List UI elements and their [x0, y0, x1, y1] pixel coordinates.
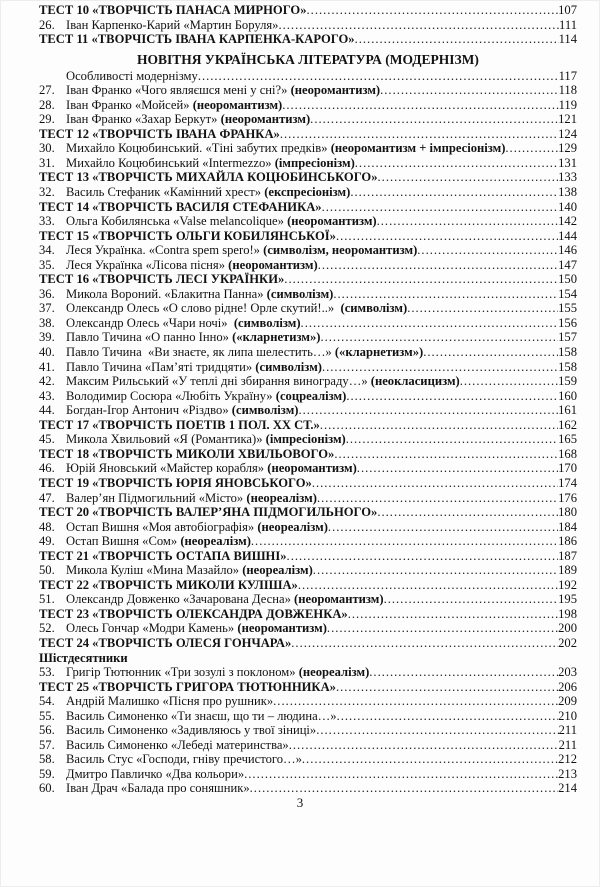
entry-page: 213 [558, 766, 577, 781]
entry-number: 49. [39, 534, 55, 549]
toc-entry [39, 461, 577, 476]
toc-entry [39, 723, 577, 738]
toc-entry [39, 374, 577, 389]
entry-text: Іван Карпенко-Карий «Мартин Боруля» [66, 17, 279, 32]
dot-leader [320, 418, 558, 433]
entry-page: 186 [558, 534, 577, 549]
toc-test-entry [39, 3, 577, 18]
entry-text: Павло Тичина «Ви знаєте, як липа шелестить…» [66, 345, 335, 360]
toc-entry [39, 592, 577, 607]
entry-text: ТЕСТ 17 «ТВОРЧІСТЬ ПОЕТІВ 1 ПОЛ. ХХ СТ.» [39, 417, 320, 432]
dot-leader [378, 170, 559, 185]
entry-page: 203 [558, 665, 577, 680]
entry-text: ТЕСТ 13 «ТВОРЧІСТЬ МИХАЙЛА КОЦЮБИНСЬКОГО» [39, 170, 378, 185]
toc-entry [39, 345, 577, 360]
entry-page: 165 [558, 432, 577, 447]
entry-style-label: (неореалізм) [180, 534, 251, 549]
dot-leader [334, 447, 558, 462]
toc-test-entry [39, 505, 577, 520]
toc-entry [39, 141, 577, 156]
entry-style-label: (неореалізм) [242, 563, 313, 578]
dot-leader [333, 287, 558, 302]
entry-page: 111 [559, 17, 577, 32]
entry-number: 27. [39, 83, 55, 98]
entry-text: Микола Хвильовий «Я (Романтика)» [66, 432, 266, 447]
entry-page: 124 [558, 126, 577, 141]
entry-number: 36. [39, 286, 55, 301]
entry-style-label: (імпресіонізм) [265, 432, 346, 447]
entry-page: 118 [558, 83, 577, 98]
toc-entry [39, 665, 577, 680]
dot-leader [417, 243, 558, 258]
entry-page: 146 [558, 243, 577, 258]
toc-test-entry [39, 170, 577, 185]
entry-text: Особливості модернізму [66, 68, 198, 83]
entry-page: 211 [558, 737, 577, 752]
entry-number: 53. [39, 665, 55, 680]
entry-page: 117 [558, 68, 577, 83]
entry-page: 198 [558, 606, 577, 621]
dot-leader [380, 83, 558, 98]
entry-page: 162 [558, 417, 577, 432]
entry-text: Іван Драч «Балада про соняшник» [66, 781, 250, 796]
toc-test-entry [39, 607, 577, 622]
entry-text: Григір Тютюнник «Три зозулі з поклоном» [66, 665, 299, 680]
entry-text: Володимир Сосюра «Любіть Україну» [66, 388, 276, 403]
entry-number: 56. [39, 723, 55, 738]
entry-text: Іван Франко «Чого являєшся мені у сні?» [66, 83, 291, 98]
entry-number: 29. [39, 112, 55, 127]
entry-style-label: (неоромантизм + імпресіонізм) [330, 141, 506, 156]
entry-number: 38. [39, 315, 55, 330]
dot-leader [505, 141, 558, 156]
toc-entry [39, 534, 577, 549]
toc-entry [39, 709, 577, 724]
dot-leader [336, 680, 558, 695]
entry-style-label: (неоромантизм) [294, 592, 384, 607]
entry-text: ТЕСТ 21 «ТВОРЧІСТЬ ОСТАПА ВИШНІ» [39, 548, 287, 563]
entry-text: Микола Куліш «Мина Мазайло» [66, 563, 243, 578]
dot-leader [322, 360, 558, 375]
toc-test-entry [39, 127, 577, 142]
entry-text: ТЕСТ 18 «ТВОРЧІСТЬ МИКОЛИ ХВИЛЬОВОГО» [39, 446, 335, 461]
entry-number: 60. [39, 781, 55, 796]
entry-page: 174 [558, 475, 577, 490]
entry-page: 209 [558, 694, 577, 709]
dot-leader [357, 461, 558, 476]
entry-page: 144 [558, 228, 577, 243]
entry-text: Валер’ян Підмогильний «Місто» [66, 490, 247, 505]
entry-page: 133 [558, 170, 577, 185]
toc-entry [39, 243, 577, 258]
toc-test-entry [39, 200, 577, 215]
dot-leader [307, 3, 559, 18]
entry-number: 28. [39, 97, 55, 112]
entry-number: 58. [39, 752, 55, 767]
entry-page: 206 [558, 679, 577, 694]
entry-style-label: (імпресіонізм) [274, 155, 355, 170]
dot-leader [291, 636, 558, 651]
entry-style-label: (неокласицизм) [370, 374, 460, 389]
entry-page: 187 [558, 548, 577, 563]
entry-number: 40. [39, 345, 55, 360]
entry-style-label: («кларнетизм») [334, 345, 424, 360]
dot-leader [313, 563, 558, 578]
entry-text: ТЕСТ 11 «ТВОРЧІСТЬ ІВАНА КАРПЕНКА-КАРОГО» [39, 32, 355, 47]
dot-leader [284, 272, 558, 287]
entry-style-label: (неоромантизм) [267, 461, 357, 476]
entry-text: ТЕСТ 10 «ТВОРЧІСТЬ ПАНАСА МИРНОГО» [39, 3, 307, 17]
entry-text: Василь Симоненко «Лебеді материнства» [66, 737, 289, 752]
entry-number: 31. [39, 155, 55, 170]
entry-page: 200 [558, 621, 577, 636]
dot-leader [278, 18, 559, 33]
entry-text: Остап Вишня «Моя автобіографія» [66, 519, 258, 534]
toc-entry [39, 301, 577, 316]
entry-page: 214 [558, 781, 577, 796]
entry-text: Шістдесятники [39, 650, 128, 665]
entry-style-label: (символізм) [231, 403, 299, 418]
entry-page: 138 [558, 185, 577, 200]
entry-text: Олександр Олесь «О слово рідне! Орле скутий!..» [66, 301, 341, 316]
dot-leader [298, 578, 558, 593]
entry-page: 107 [558, 3, 577, 17]
dot-leader [346, 389, 558, 404]
entry-text: ТЕСТ 20 «ТВОРЧІСТЬ ВАЛЕР’ЯНА ПІДМОГИЛЬНОГО» [39, 505, 378, 520]
entry-text: Михайло Коцюбинський «Intermezzo» [66, 155, 275, 170]
entry-number: 57. [39, 737, 55, 752]
entry-style-label: (соцреалізм) [275, 388, 347, 403]
entry-number: 51. [39, 592, 55, 607]
entry-text: Іван Франко «Мойсей» [66, 97, 193, 112]
toc-entry [39, 83, 577, 98]
dot-leader [282, 98, 558, 113]
toc-entry [39, 330, 577, 345]
entry-text: Павло Тичина «Пам’яті тридцяти» [66, 359, 256, 374]
entry-number: 41. [39, 359, 55, 374]
entry-text: Богдан-Ігор Антонич «Різдво» [66, 403, 232, 418]
entry-style-label: (неоромантизм) [220, 112, 311, 127]
toc-test-entry [39, 680, 577, 695]
dot-leader [423, 345, 558, 360]
dot-leader [198, 69, 559, 84]
entry-text: Павло Тичина «О панно Інно» [66, 330, 233, 345]
entry-page: 158 [558, 359, 577, 374]
dot-leader [407, 301, 558, 316]
dot-leader [318, 258, 558, 273]
entry-text: Юрій Яновський «Майстер корабля» [66, 461, 268, 476]
toc-entry [39, 112, 577, 127]
toc-entry [39, 752, 577, 767]
entry-number: 59. [39, 766, 55, 781]
entry-style-label: (неоромантизм) [287, 214, 377, 229]
entry-page: 119 [558, 97, 577, 112]
entry-style-label: (неоромантизм) [228, 257, 318, 272]
dot-leader [273, 694, 558, 709]
dot-leader [320, 330, 558, 345]
toc-entry [39, 694, 577, 709]
dot-leader [327, 621, 558, 636]
entry-page: 156 [558, 315, 577, 330]
entry-text: Василь Стефаник «Камінний хрест» [66, 185, 265, 200]
entry-text: Андрій Малишко «Пісня про рушник» [66, 694, 274, 709]
entry-text: ТЕСТ 12 «ТВОРЧІСТЬ ІВАНА ФРАНКА» [39, 126, 280, 141]
entry-style-label: (неоромантизм) [290, 83, 381, 98]
entry-text: ТЕСТ 23 «ТВОРЧІСТЬ ОЛЕКСАНДРА ДОВЖЕНКА» [39, 606, 348, 621]
toc-test-entry [39, 447, 577, 462]
toc-entry [39, 403, 577, 418]
dot-leader [460, 374, 558, 389]
dot-leader [310, 112, 558, 127]
entry-number: 26. [39, 17, 55, 32]
toc-section-header: НОВІТНЯ УКРАЇНСЬКА ЛІТЕРАТУРА (МОДЕРНІЗМ) [137, 52, 479, 68]
dot-leader [336, 229, 558, 244]
entry-text: Остап Вишня «Сом» [66, 534, 181, 549]
toc-entry [39, 18, 577, 33]
entry-text: ТЕСТ 19 «ТВОРЧІСТЬ ЮРІЯ ЯНОВСЬКОГО» [39, 475, 312, 490]
toc-entry [39, 156, 577, 171]
dot-leader [337, 709, 559, 724]
toc-entry [39, 98, 577, 113]
dot-leader [301, 316, 559, 331]
entry-page: 168 [558, 446, 577, 461]
entry-page: 131 [558, 155, 577, 170]
dot-leader [328, 520, 558, 535]
entry-text: ТЕСТ 22 «ТВОРЧІСТЬ МИКОЛИ КУЛІША» [39, 577, 298, 592]
entry-page: 155 [558, 301, 577, 316]
entry-page: 121 [558, 112, 577, 127]
toc-entry [39, 738, 577, 753]
entry-text: ТЕСТ 14 «ТВОРЧІСТЬ ВАСИЛЯ СТЕФАНИКА» [39, 199, 322, 214]
entry-page: 161 [558, 403, 577, 418]
entry-number: 37. [39, 301, 55, 316]
entry-number: 30. [39, 141, 55, 156]
entry-style-label: (символізм) [255, 359, 322, 374]
toc-subsection-header [39, 651, 577, 666]
entry-text: Василь Симоненко «Задивляюсь у твої зіниці» [66, 723, 317, 738]
entry-text: Леся Українка «Лісова пісня» [66, 257, 229, 272]
entry-text: ТЕСТ 16 «ТВОРЧІСТЬ ЛЕСІ УКРАЇНКИ» [39, 272, 285, 287]
entry-style-label: (символізм) [233, 315, 301, 330]
toc-test-entry [39, 549, 577, 564]
entry-number: 42. [39, 374, 55, 389]
entry-text: Василь Симоненко «Ти знаєш, що ти – людина…» [66, 708, 337, 723]
toc-entry [39, 287, 577, 302]
entry-text: Максим Рильський «У теплі дні збирання винограду…» [66, 374, 371, 389]
dot-leader [251, 534, 558, 549]
dot-leader [384, 592, 559, 607]
entry-page: 157 [558, 330, 577, 345]
entry-page: 154 [558, 286, 577, 301]
entry-text: Михайло Коцюбинський. «Тіні забутих предків» [66, 141, 331, 156]
toc-test-entry [39, 636, 577, 651]
entry-number: 32. [39, 185, 55, 200]
entry-text: Олесь Гончар «Модри Камень» [66, 621, 238, 636]
entry-number: 48. [39, 519, 55, 534]
entry-number: 47. [39, 490, 55, 505]
toc-test-entry [39, 578, 577, 593]
entry-number: 50. [39, 563, 55, 578]
entry-number: 46. [39, 461, 55, 476]
entry-text: Іван Франко «Захар Беркут» [66, 112, 221, 127]
entry-number: 43. [39, 388, 55, 403]
entry-text: Леся Українка. «Contra spem spero!» [66, 243, 264, 258]
dot-leader [289, 738, 559, 753]
entry-style-label: (символізм, неоромантизм) [263, 243, 418, 258]
toc-test-entry [39, 32, 577, 47]
entry-style-label: (неоромантизм) [192, 97, 283, 112]
dot-leader [348, 607, 558, 622]
entry-number: 35. [39, 257, 55, 272]
entry-page: 147 [558, 257, 577, 272]
entry-page: 211 [558, 723, 577, 738]
toc-test-entry [39, 272, 577, 287]
toc-entry [39, 432, 577, 447]
entry-page: 192 [558, 577, 577, 592]
dot-leader [302, 752, 558, 767]
entry-text: Дмитро Павличко «Два кольори» [66, 766, 245, 781]
entry-text: Ольга Кобилянська «Valse melancolique» [66, 214, 288, 229]
dot-leader [355, 32, 559, 47]
dot-leader [244, 767, 558, 782]
entry-number: 34. [39, 243, 55, 258]
entry-page: 158 [558, 345, 577, 360]
entry-text: Олександр Довженко «Зачарована Десна» [66, 592, 295, 607]
entry-text: Микола Вороний. «Блакитна Панна» [66, 286, 267, 301]
entry-number: 54. [39, 694, 55, 709]
dot-leader [377, 214, 558, 229]
entry-page: 142 [558, 214, 577, 229]
dot-leader [346, 432, 558, 447]
toc-entry [39, 316, 577, 331]
toc-entry [39, 520, 577, 535]
entry-style-label: (символізм) [340, 301, 408, 316]
entry-page: 189 [558, 563, 577, 578]
toc-test-entry [39, 476, 577, 491]
entry-text: ТЕСТ 25 «ТВОРЧІСТЬ ГРИГОРА ТЮТЮННИКА» [39, 679, 336, 694]
entry-number: 44. [39, 403, 55, 418]
dot-leader [322, 200, 559, 215]
entry-page: 176 [558, 490, 577, 505]
page-number: 3 [296, 795, 304, 810]
entry-page: 170 [558, 461, 577, 476]
entry-page: 210 [558, 708, 577, 723]
entry-style-label: (неореалізм) [246, 490, 317, 505]
entry-text: ТЕСТ 24 «ТВОРЧІСТЬ ОЛЕСЯ ГОНЧАРА» [39, 635, 292, 650]
entry-number: 33. [39, 214, 55, 229]
entry-page: 180 [558, 505, 577, 520]
dot-leader [350, 185, 558, 200]
toc-entry [39, 491, 577, 506]
entry-page: 140 [558, 199, 577, 214]
entry-text: Олександр Олесь «Чари ночі» [66, 315, 234, 330]
dot-leader [355, 156, 558, 171]
dot-leader [317, 491, 558, 506]
entry-number: 52. [39, 621, 55, 636]
dot-leader [250, 781, 558, 796]
entry-style-label: (неоромантизм) [237, 621, 327, 636]
toc-entry [39, 389, 577, 404]
entry-number: 45. [39, 432, 55, 447]
entry-page: 159 [558, 374, 577, 389]
toc-entry [39, 69, 577, 84]
toc-entry [39, 767, 577, 782]
dot-leader [316, 723, 558, 738]
toc-entry [39, 185, 577, 200]
toc-entry [39, 214, 577, 229]
entry-page: 184 [558, 519, 577, 534]
entry-page: 202 [558, 635, 577, 650]
entry-style-label: (неореалізм) [257, 519, 328, 534]
entry-text: ТЕСТ 15 «ТВОРЧІСТЬ ОЛЬГИ КОБИЛЯНСЬКОЇ» [39, 228, 336, 243]
dot-leader [298, 403, 558, 418]
toc-test-entry [39, 418, 577, 433]
toc-entry [39, 781, 577, 796]
entry-number: 39. [39, 330, 55, 345]
toc-entry [39, 258, 577, 273]
toc-entry [39, 360, 577, 375]
entry-page: 195 [558, 592, 577, 607]
table-of-contents [39, 3, 577, 796]
entry-page: 114 [558, 32, 577, 47]
entry-page: 150 [558, 272, 577, 287]
dot-leader [369, 665, 558, 680]
entry-number: 55. [39, 708, 55, 723]
dot-leader [377, 505, 558, 520]
entry-page: 129 [558, 141, 577, 156]
entry-page: 160 [558, 388, 577, 403]
dot-leader [312, 476, 558, 491]
entry-text: Василь Стус «Господи, гніву пречистого…» [66, 752, 302, 767]
entry-style-label: (експресіонізм) [264, 185, 351, 200]
dot-leader [280, 127, 558, 142]
toc-test-entry [39, 229, 577, 244]
toc-entry [39, 621, 577, 636]
entry-style-label: («кларнетизм») [232, 330, 321, 345]
toc-entry [39, 563, 577, 578]
entry-style-label: (неореалізм) [298, 665, 370, 680]
entry-style-label: (символізм) [266, 286, 334, 301]
entry-page: 212 [558, 752, 577, 767]
dot-leader [287, 549, 559, 564]
